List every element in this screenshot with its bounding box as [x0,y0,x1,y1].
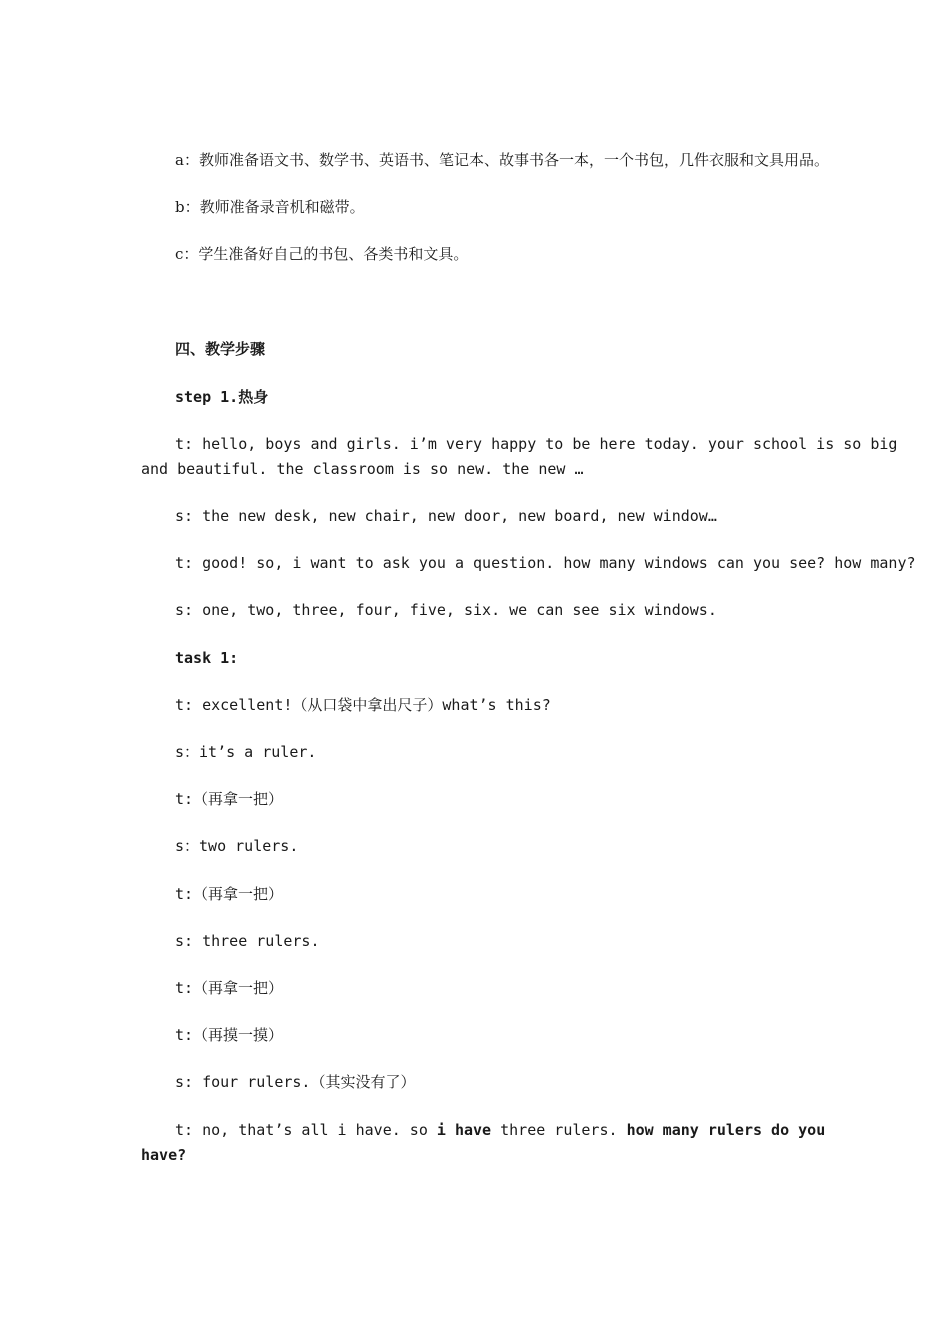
step-heading: step 1.热身 [175,388,269,406]
dialogue-line: t:（再摸一摸） [175,1026,284,1044]
dialogue-text: three rulers. [491,1121,627,1139]
task-heading: task 1: [175,649,239,667]
dialogue-line: t:（再拿一把） [175,790,284,808]
dialogue-line: s: the new desk, new chair, new door, new board, new window… [175,507,717,525]
prep-item-c: c：学生准备好自己的书包、各类书和文具。 [175,245,469,263]
prep-item-a: a：教师准备语文书、数学书、英语书、笔记本、故事书各一本，一个书包，几件衣服和文具用品。 [175,151,829,169]
dialogue-line: t:（再拿一把） [175,979,284,997]
dialogue-bold-text: i have [436,1121,492,1139]
dialogue-line: t: hello, boys and girls. i’m very happy to be here today. your school is so big [175,435,898,453]
dialogue-line: and beautiful. the classroom is so new. the new … [141,460,584,478]
dialogue-line-mixed [175,1121,825,1139]
dialogue-bold-text: how many rulers do you [626,1121,826,1139]
dialogue-line: s: one, two, three, four, five, six. we can see six windows. [175,601,717,619]
dialogue-line: s: four rulers.（其实没有了） [175,1073,416,1091]
section-heading: 四、教学步骤 [175,340,266,358]
dialogue-line: s: three rulers. [175,932,320,950]
dialogue-line: s：two rulers. [175,837,299,855]
dialogue-line: have? [141,1146,187,1164]
dialogue-line: t: good! so, i want to ask you a question. how many windows can you see? how many? [175,554,916,572]
dialogue-text: t: no, that’s all i have. so [175,1121,437,1139]
dialogue-line: s：it’s a ruler. [175,743,317,761]
prep-item-b: b：教师准备录音机和磁带。 [175,198,365,216]
dialogue-line: t: excellent!（从口袋中拿出尺子）what’s this? [175,696,551,714]
dialogue-line: t:（再拿一把） [175,885,284,903]
